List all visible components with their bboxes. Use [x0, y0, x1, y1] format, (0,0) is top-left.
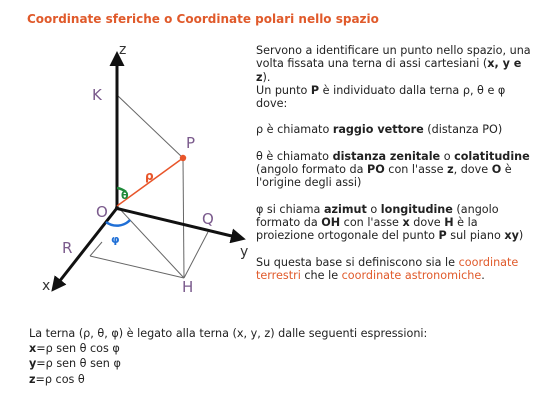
point-p-marker — [180, 155, 186, 161]
point-p: P — [310, 83, 320, 97]
equation-y-rhs: =ρ sen θ sen φ — [36, 357, 121, 371]
phi-oh: OH — [321, 215, 341, 229]
label-q: Q — [202, 210, 214, 228]
theta-paragraph — [256, 150, 536, 190]
point-text-end: è individuato dalla terna ρ, θ e φ dove: — [256, 83, 506, 111]
theta-desc-1: (angolo formato da — [256, 163, 368, 177]
theta-or: o — [440, 149, 455, 163]
base-and: che le — [300, 268, 342, 282]
phi-text: φ si chiama — [256, 202, 324, 216]
equation-z-var: z — [29, 372, 36, 386]
label-rho: ρ — [145, 169, 154, 183]
label-theta: θ — [121, 189, 129, 202]
phi-desc-3: dove — [409, 215, 445, 229]
phi-p: P — [438, 229, 447, 243]
phi-desc-5: sul piano — [446, 229, 505, 243]
theta-z: z — [447, 163, 454, 177]
rho-text: ρ è chiamato — [256, 123, 333, 137]
theta-po: PO — [367, 163, 385, 177]
base-paragraph — [256, 256, 536, 283]
rho-term: raggio vettore — [332, 123, 424, 137]
explanation-text — [256, 44, 536, 295]
phi-term-1: azimut — [323, 202, 367, 216]
intro-axes: x, y e z — [256, 57, 522, 84]
label-k: K — [92, 86, 102, 104]
theta-o: O — [491, 163, 502, 177]
phi-desc-end: ) — [518, 229, 524, 243]
label-y: y — [240, 244, 249, 260]
equations-section — [29, 326, 529, 387]
phi-term-2: longitudine — [380, 202, 453, 216]
theta-term-1: distanza zenitale — [332, 149, 441, 163]
equations-intro: La terna (ρ, θ, φ) è legato alla terna (x, y, z) dalle seguenti espressioni: — [29, 327, 428, 340]
phi-desc-4: è la proiezione ortogonale del punto — [256, 215, 478, 243]
theta-desc-2: con l'asse — [384, 163, 448, 177]
y-axis — [115, 208, 240, 238]
label-z: z — [119, 42, 127, 58]
equation-y — [29, 356, 529, 371]
intro-end: ). — [262, 70, 271, 84]
equation-x-var: x — [29, 342, 37, 356]
link-coordinate-astronomiche[interactable]: coordinate astronomiche — [341, 268, 482, 282]
phi-or: o — [366, 202, 381, 216]
label-h: H — [182, 278, 194, 296]
phi-desc-1: (angolo formato da — [256, 202, 499, 229]
point-text: Un punto — [256, 83, 311, 97]
label-r: R — [62, 239, 73, 257]
rho-paragraph — [256, 123, 536, 136]
rho-desc: (distanza PO) — [423, 123, 503, 137]
intro-paragraph — [256, 44, 536, 84]
phi-x: x — [402, 215, 410, 229]
equation-y-var: y — [29, 357, 37, 371]
phi-arc — [106, 220, 130, 226]
label-phi: φ — [111, 233, 120, 246]
page-title: Coordinate sferiche o Coordinate polari nello spazio — [27, 12, 379, 26]
base-end: . — [481, 268, 485, 282]
label-o: O — [96, 203, 108, 221]
label-p: P — [186, 134, 196, 152]
phi-h: H — [444, 215, 454, 229]
equation-z-rhs: =ρ cos θ — [35, 372, 85, 386]
theta-desc-4: è l'origine degli assi) — [256, 163, 512, 190]
phi-desc-2: con l'asse — [340, 215, 403, 229]
spherical-coordinates-diagram — [0, 30, 260, 300]
link-coordinate-terrestri[interactable]: coordinate terrestri — [256, 255, 519, 282]
theta-term-2: colatitudine — [454, 149, 530, 163]
construction-lines — [90, 95, 208, 278]
phi-xy: xy — [504, 229, 519, 243]
point-paragraph — [256, 84, 536, 111]
equation-x-rhs: =ρ sen θ cos φ — [36, 342, 120, 356]
theta-desc-3: , dove — [453, 163, 492, 177]
theta-text: θ è chiamato — [256, 149, 333, 163]
equation-z — [29, 372, 529, 387]
phi-paragraph — [256, 203, 536, 243]
base-text: Su questa base si definiscono sia le — [256, 255, 459, 269]
intro-text: Servono a identificare un punto nello spazio, una volta fissata una terna di assi cartesiani ( — [256, 44, 531, 71]
label-x: x — [42, 278, 51, 294]
equation-x — [29, 341, 529, 356]
